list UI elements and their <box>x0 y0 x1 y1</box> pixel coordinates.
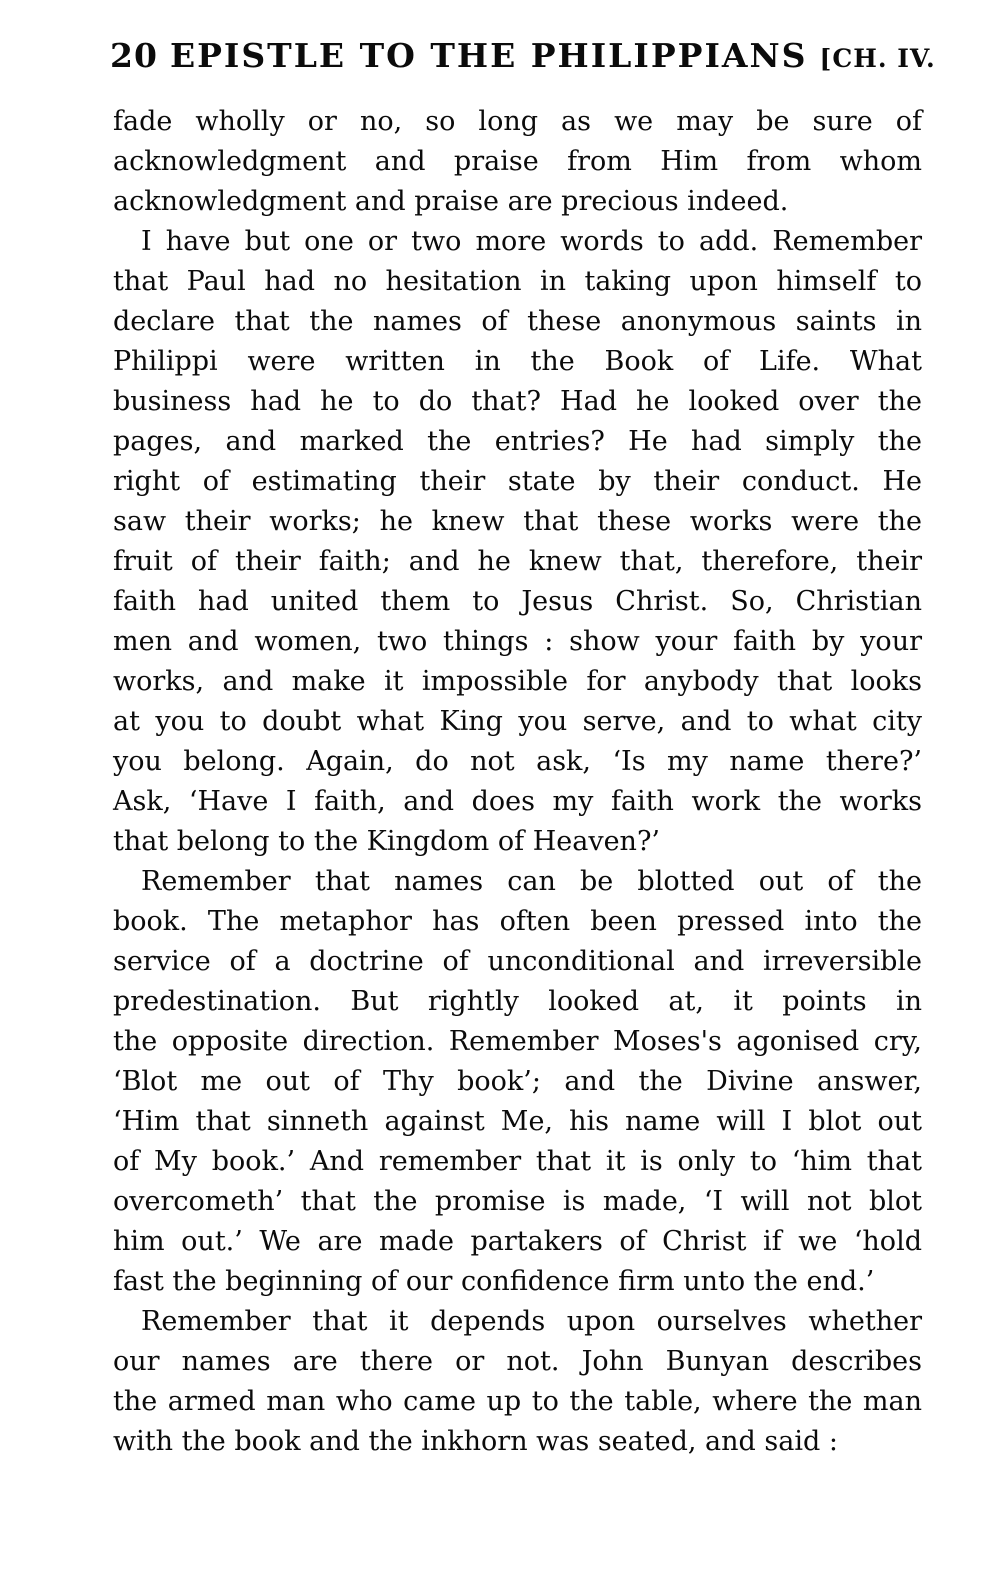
text-line: overcometh’ that the promise is made, ‘I will not blot <box>113 1186 922 1217</box>
text-line: him out.’ We are made partakers of Christ if we ‘hold <box>113 1226 922 1257</box>
text-line: Remember that names can be blotted out of the <box>141 866 922 897</box>
paragraph <box>113 102 922 222</box>
text-line: ‘Blot me out of Thy book’; and the Divine answer, <box>113 1066 922 1097</box>
text-line: at you to doubt what King you serve, and to what city <box>113 706 922 737</box>
text-line: acknowledgment and praise from Him from whom <box>113 146 922 177</box>
text-line: fade wholly or no, so long as we may be sure of <box>113 106 922 137</box>
page-number: 20 <box>110 36 158 75</box>
text-line: that Paul had no hesitation in taking upon himself to <box>113 266 922 297</box>
text-line: of My book.’ And remember that it is only to ‘him that <box>113 1146 922 1177</box>
text-line: saw their works; he knew that these works were the <box>113 506 922 537</box>
text-line: with the book and the inkhorn was seated, and said : <box>113 1426 838 1457</box>
text-line: that belong to the Kingdom of Heaven?’ <box>113 826 661 857</box>
text-line: works, and make it impossible for anybody that looks <box>113 666 922 697</box>
text-line: Remember that it depends upon ourselves whether <box>141 1306 922 1337</box>
text-line: service of a doctrine of unconditional and irreversible <box>113 946 922 977</box>
text-line: declare that the names of these anonymous saints in <box>113 306 922 337</box>
text-line: predestination. But rightly looked at, it points in <box>113 986 922 1017</box>
text-line: right of estimating their state by their conduct. He <box>113 466 922 497</box>
paragraph <box>113 1302 922 1462</box>
text-line: book. The metaphor has often been pressed into the <box>113 906 922 937</box>
text-line: Ask, ‘Have I faith, and does my faith work the works <box>113 786 922 817</box>
running-title: EPISTLE TO THE PHILIPPIANS <box>169 36 808 75</box>
text-line: business had he to do that? Had he looked over the <box>113 386 922 417</box>
text-line: men and women, two things : show your faith by your <box>113 626 922 657</box>
text-line: ‘Him that sinneth against Me, his name will I blot out <box>113 1106 922 1137</box>
paragraph <box>113 862 922 1302</box>
page-body <box>113 102 922 1462</box>
paragraph <box>113 222 922 862</box>
text-line: pages, and marked the entries? He had simply the <box>113 426 922 457</box>
text-line: acknowledgment and praise are precious indeed. <box>113 186 789 217</box>
text-line: the opposite direction. Remember Moses's agonised cry, <box>113 1026 922 1057</box>
text-line: faith had united them to Jesus Christ. So, Christian <box>113 586 922 617</box>
text-line: our names are there or not. John Bunyan describes <box>113 1346 922 1377</box>
text-line: Philippi were written in the Book of Life. What <box>113 346 922 377</box>
running-header <box>0 0 1000 75</box>
text-line: you belong. Again, do not ask, ‘Is my name there?’ <box>113 746 922 777</box>
chapter-reference: [CH. IV. <box>819 44 936 73</box>
text-line: fast the beginning of our confidence firm unto the end.’ <box>113 1266 875 1297</box>
text-line: I have but one or two more words to add. Remember <box>141 226 922 257</box>
text-line: fruit of their faith; and he knew that, therefore, their <box>113 546 922 577</box>
text-line: the armed man who came up to the table, where the man <box>113 1386 922 1417</box>
